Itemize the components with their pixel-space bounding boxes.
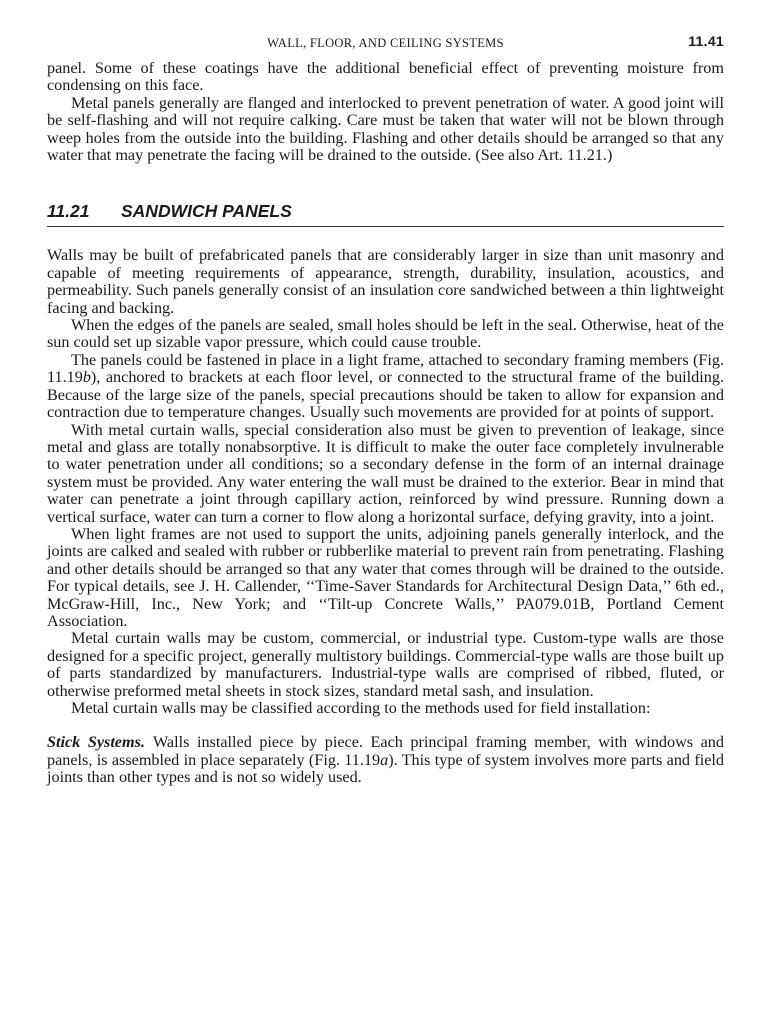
stick-systems-text-a: Walls installed piece by piece. Each principal framing member, with windows and panels, is assembled in place separately (Fig. 11.19: [47, 733, 724, 769]
body-paragraph-5: When light frames are not used to support the units, adjoining panels generally interlock, and the joints are calked and sealed with rubber or rubberlike material to prevent rain from penetrating. Flashing and other details should be arranged so that any water that comes through will be drained to the outside. For typical details, see J. H. Callender, ‘‘Time-Saver Standards for Architectural Design Data,’’ 6th ed., McGraw-Hill, Inc., New York; and ‘‘Tilt-up Concrete Walls,’’ PA079.01B, Portland Cement Association.: [47, 524, 724, 630]
running-header: [47, 30, 724, 52]
body-paragraph-3: [47, 352, 724, 422]
body-paragraph-6: Metal curtain walls may be custom, commercial, or industrial type. Custom-type walls are those designed for a specific project, generally multistory buildings. Commercial-type walls are those built up of parts standardized by manufacturers. Industrial-type walls are comprised of ribbed, fluted, or otherwise preformed metal sheets in stock sizes, standard metal sash, and insulation.: [47, 629, 724, 700]
stick-systems-heading: Stick Systems.: [47, 733, 145, 752]
figure-ref-a: a: [380, 750, 389, 769]
body-paragraph-7: Metal curtain walls may be classified according to the methods used for field installation:: [71, 699, 651, 717]
section-heading: [47, 201, 724, 227]
section-title: SANDWICH PANELS: [121, 201, 292, 222]
body-paragraph-1: Walls may be built of prefabricated panels that are considerably larger in size than unit masonry and capable of meeting requirements of appearance, strength, durability, insulation, acoustics, and permeability. Such panels generally consist of an insulation core sandwiched between a thin lightweight facing and backing.: [47, 246, 724, 317]
intro-paragraph-2: Metal panels generally are flanged and interlocked to prevent penetration of water. A good joint will be self-flashing and will not require calking. Care must be taken that water will not be blown through weep holes from the outside into the building. Flashing and other details should be arranged so that any water that may penetrate the facing will be drained to the outside. (See also Art. 11.21.): [47, 93, 724, 165]
body-paragraph-3-part-b: ), anchored to brackets at each floor level, or connected to the structural frame of the building. Because of the large size of the panels, special precautions should be taken to allow for expansion and contraction due to temperature changes. Usually such movements are provided for at points of support.: [47, 368, 724, 422]
body-paragraph-2: When the edges of the panels are sealed, small holes should be left in the seal. Otherwise, heat of the sun could set up sizable vapor pressure, which could cause trouble.: [47, 316, 724, 352]
page-number: 11.41: [688, 33, 724, 49]
figure-ref-b: b: [82, 368, 91, 387]
body-paragraph-3-part-a: The panels could be fastened in place in a light frame, attached to secondary framing members (Fig. 11.19: [47, 350, 724, 387]
stick-systems-text-b: ). This type of system involves more parts and field joints than other types and is not so widely used.: [47, 750, 724, 787]
section-number: 11.21: [47, 201, 90, 222]
intro-paragraph-1: panel. Some of these coatings have the additional beneficial effect of preventing moisture from condensing on this face.: [47, 59, 724, 95]
document-page: [47, 30, 724, 787]
section-body: [47, 247, 724, 786]
stick-systems-paragraph: [47, 734, 724, 786]
body-paragraph-4: With metal curtain walls, special consideration also must be given to prevention of leakage, since metal and glass are totally nonabsorptive. It is difficult to make the outer face completely invulnerable to water penetration under all conditions; so a secondary defense in the form of an internal drainage system must be provided. Any water entering the wall must be drained to the exterior. Bear in mind that water can penetrate a joint through capillary action, reinforced by wind pressure. Running down a vertical surface, water can turn a corner to flow along a horizontal surface, defying gravity, into a joint.: [47, 420, 724, 526]
running-header-title: WALL, FLOOR, AND CEILING SYSTEMS: [267, 36, 504, 50]
